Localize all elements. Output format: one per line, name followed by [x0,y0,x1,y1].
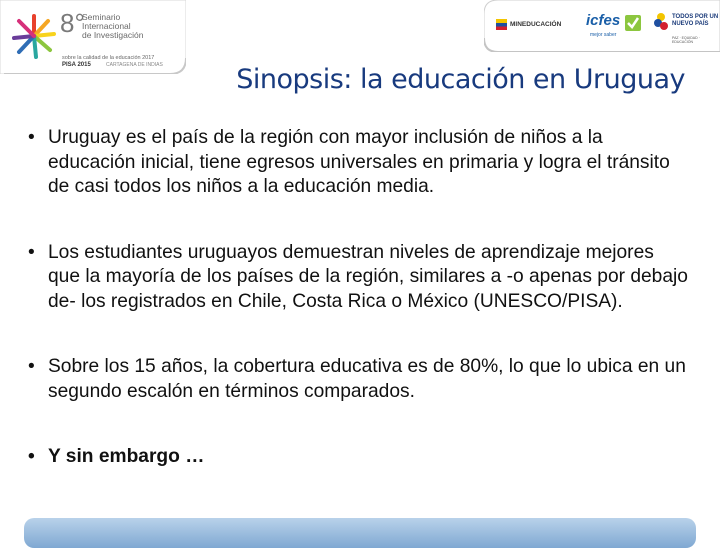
mineducacion-logo: MINEDUCACIÓN [510,21,562,28]
bullet-item [28,241,688,315]
icfes-logo: icfes [586,12,621,29]
bullet-marker: • [28,127,35,148]
seminar-subtitle: sobre la calidad de la educación 2017 [62,55,155,61]
pisa-label: PISA 2015 [62,62,91,68]
pisa-city: CARTAGENA DE INDIAS [106,62,163,68]
todos-por-un-nuevo-pais-logo [672,14,718,28]
bullet-list [28,126,688,470]
todos-tagline: PAZ · EQUIDAD · EDUCACIÓN [672,36,700,44]
seminar-name-line: de Investigación [82,30,144,40]
bullet-item [28,126,688,200]
event-logo [0,0,186,74]
icfes-tagline: mejor saber [590,32,617,38]
todos-line: TODOS POR UN [672,14,719,20]
starburst-icon [10,12,58,60]
government-logos [484,0,720,52]
bullet-marker: • [28,446,35,467]
bullet-marker: • [28,356,35,377]
bullet-text: Los estudiantes uruguayos demuestran niveles de aprendizaje mejores que la mayoría de los países de la región, similares a -o apenas por debajo de- los registrados en Chile, Costa Rica o México (UNESCO/PISA). [48,241,688,312]
seminar-number: 8° [60,8,85,38]
bullet-item [28,355,688,404]
footer-bar [24,518,696,548]
todos-por-un-nuevo-pais-icon [653,12,669,32]
todos-line: NUEVO PAÍS [672,21,709,27]
bullet-text: Sobre los 15 años, la cobertura educativa es de 80%, lo que lo ubica en un segundo escalón en términos comparados. [48,356,686,402]
slide-title: Sinopsis: la educación en Uruguay [236,64,685,95]
bullet-marker: • [28,241,35,263]
colombia-shield-icon [496,19,507,30]
bullet-text: Y sin embargo … [48,446,205,467]
bullet-item [28,445,688,470]
check-icon [625,15,641,31]
seminar-name-line: Internacional [82,21,131,31]
seminar-name [82,13,143,40]
bullet-text: Uruguay es el país de la región con mayor inclusión de niños a la educación inicial, tiene egresos universales en primaria y logra el tránsito de casi todos los niños a la educación media. [48,127,670,197]
seminar-name-line: Seminario [82,12,121,22]
